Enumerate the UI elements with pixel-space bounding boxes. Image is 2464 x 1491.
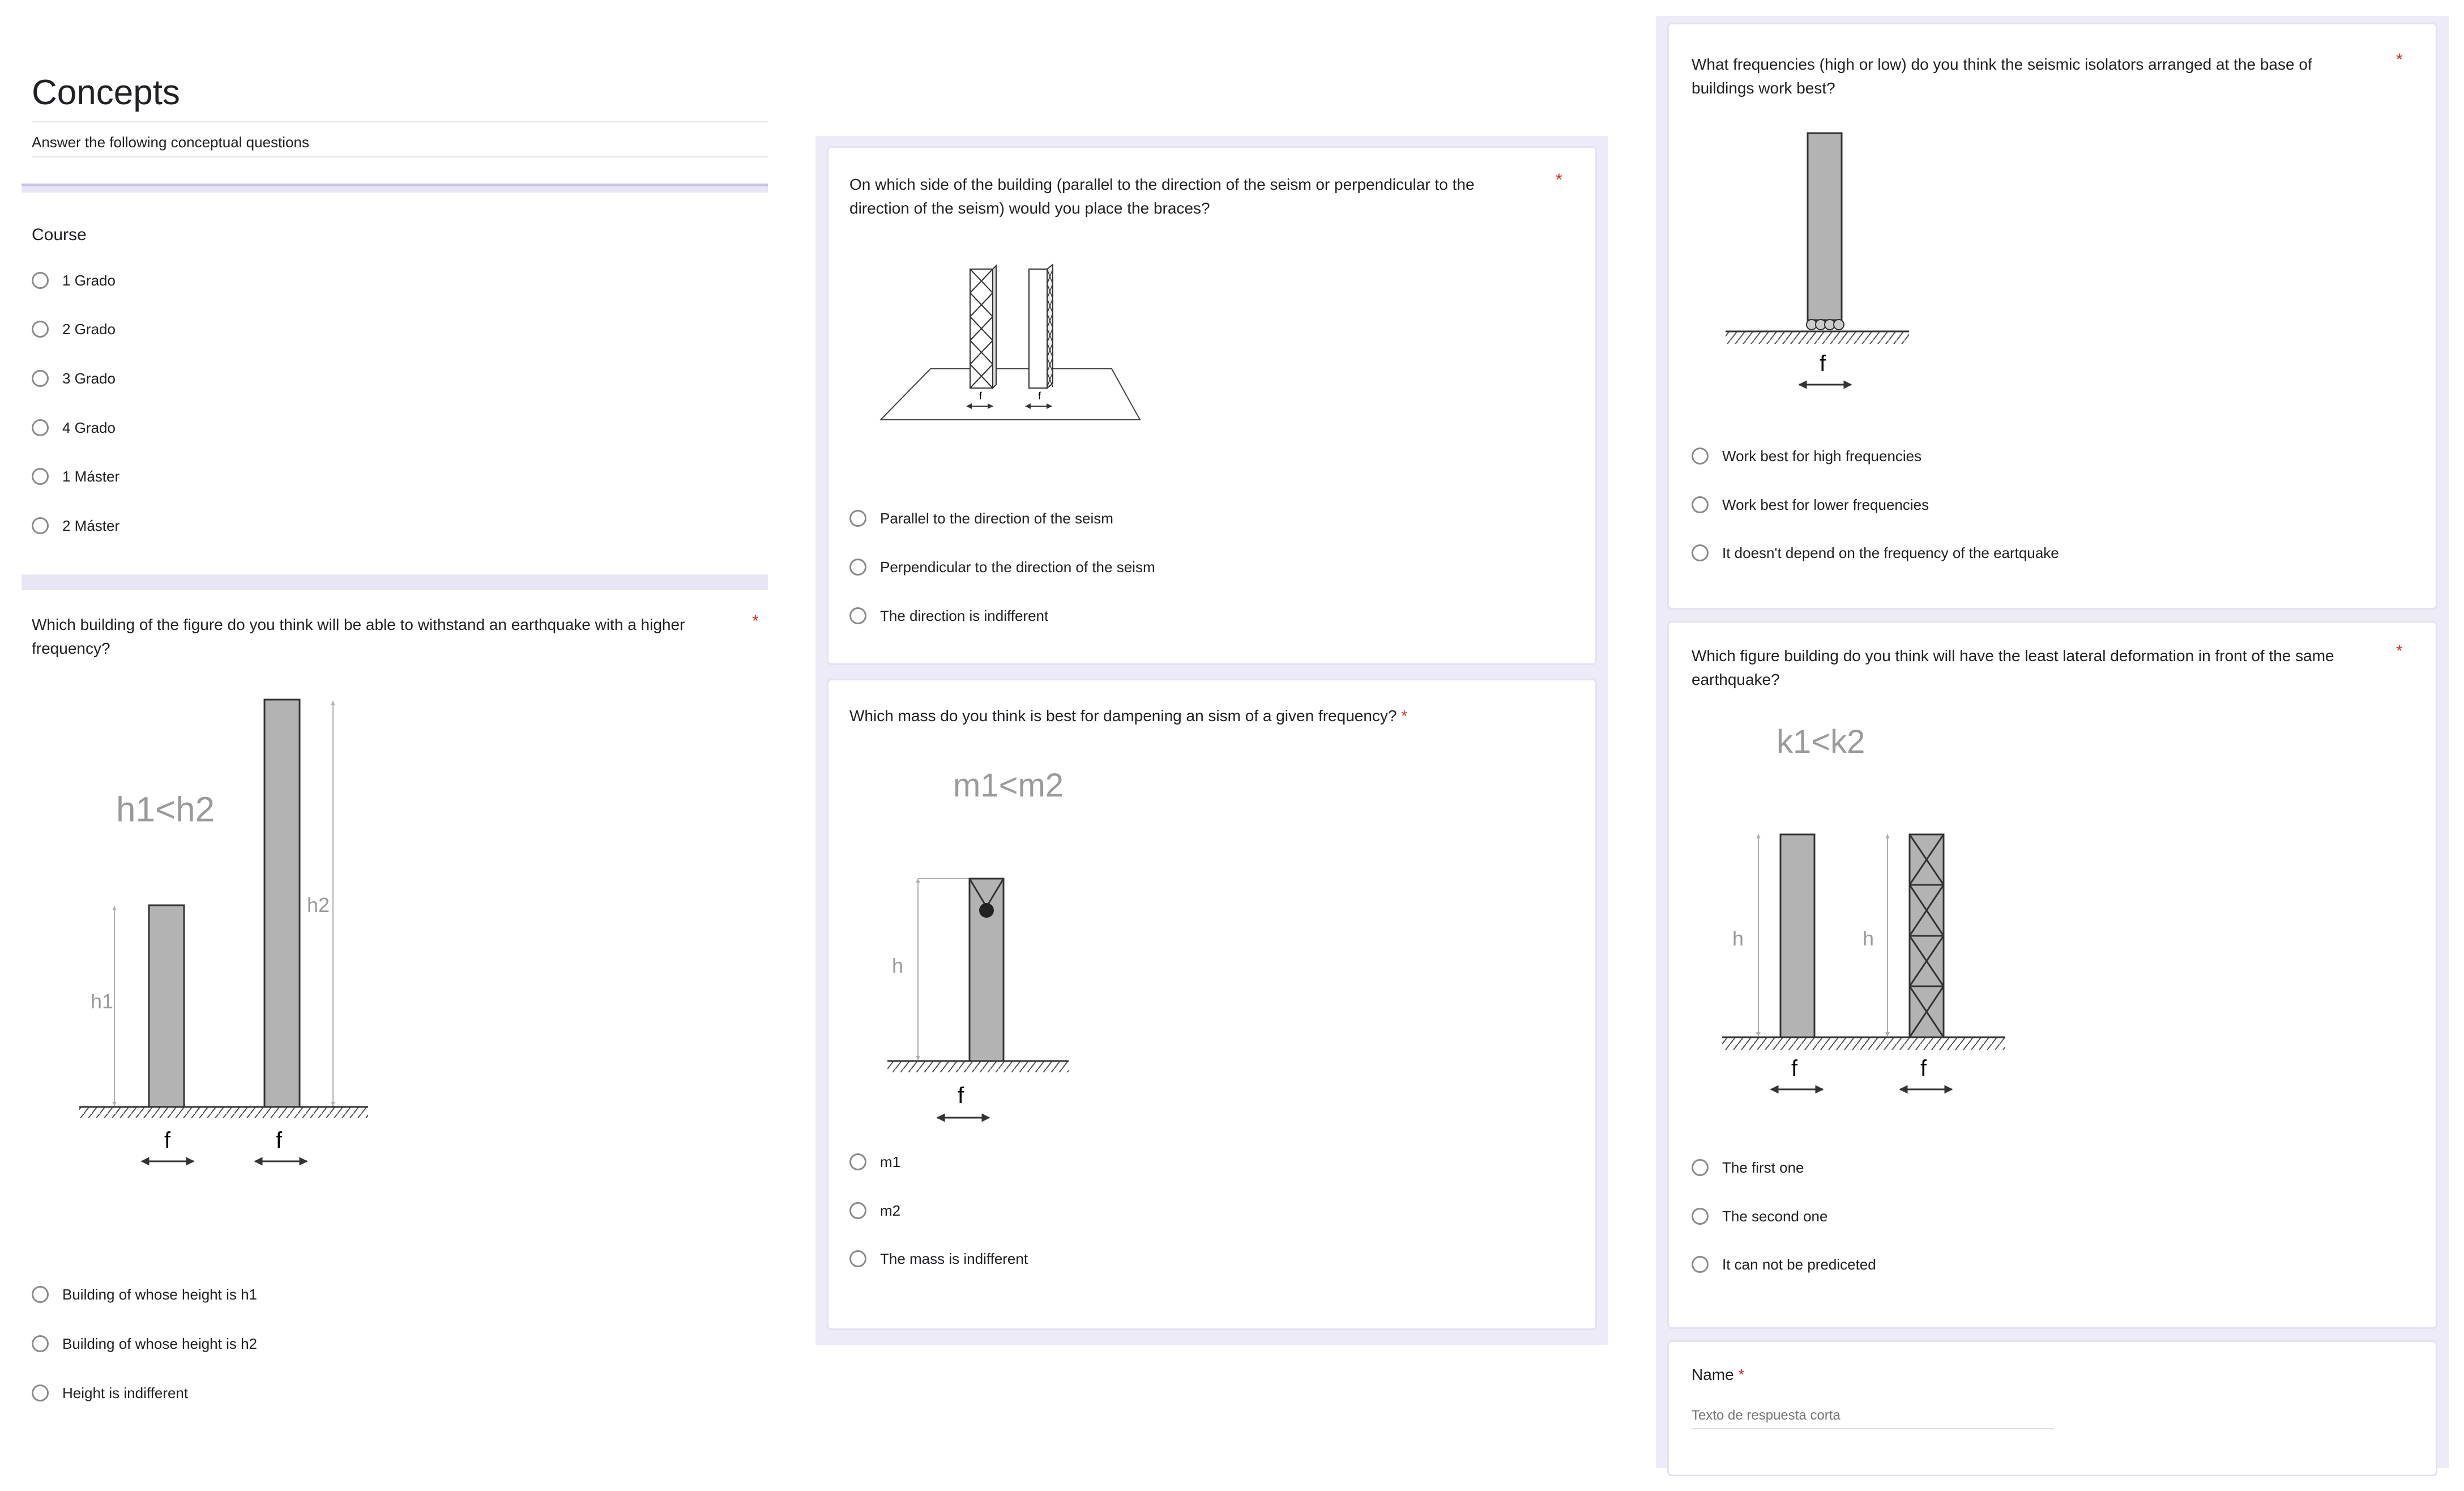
q3-option-m1[interactable]: [849, 1151, 900, 1173]
question-5-text: Which figure building do you think will have the least lateral deformation in front of the same earthquake?: [1692, 647, 2334, 688]
building-unbraced: [1780, 834, 1814, 1037]
option-label: Work best for high frequencies: [1722, 447, 1922, 465]
radio-button[interactable]: [32, 419, 49, 436]
force-label-1: f: [164, 1128, 171, 1153]
option-label: 1 Máster: [62, 467, 120, 485]
radio-button[interactable]: [1692, 1208, 1709, 1225]
q4-option-indifferent[interactable]: [1692, 542, 2059, 564]
q4-option-low[interactable]: [1692, 493, 1929, 516]
required-mark: *: [1556, 171, 1562, 189]
option-label: Parallel to the direction of the seism: [880, 509, 1113, 527]
right-panel: [1656, 16, 2449, 1468]
ground-hatch: [1726, 331, 1909, 344]
course-option-4-grado[interactable]: [32, 416, 116, 439]
q1-option-indifferent[interactable]: [32, 1382, 188, 1404]
height-label-1: h1: [91, 990, 114, 1013]
question-3-force: [930, 1083, 998, 1134]
radio-button[interactable]: [849, 1250, 866, 1267]
radio-button[interactable]: [1692, 544, 1709, 561]
option-label: Work best for lower frequencies: [1722, 496, 1929, 513]
question-2-text: On which side of the building (parallel to the direction of the seism or perpendicular to the direction of the seism) would you place the braces?: [849, 176, 1475, 217]
option-label: Perpendicular to the direction of the seism: [880, 558, 1155, 576]
radio-button[interactable]: [32, 272, 49, 289]
q2-option-parallel[interactable]: [849, 507, 1113, 530]
option-label: 4 Grado: [62, 419, 116, 436]
diagram-comparison-label: m1<m2: [953, 767, 1064, 804]
radio-button[interactable]: [1692, 448, 1709, 465]
radio-button[interactable]: [32, 1385, 49, 1401]
option-label: The first one: [1722, 1158, 1804, 1176]
course-option-3-grado[interactable]: [32, 367, 116, 390]
question-3-card: [827, 679, 1597, 1330]
braced-building-front-side: [993, 266, 996, 388]
radio-button[interactable]: [849, 510, 866, 527]
q2-option-indifferent[interactable]: [849, 604, 1048, 627]
section-divider: [22, 184, 768, 193]
question-1-text: Which building of the figure do you think will be able to withstand an earthquake with a higher frequency?: [32, 616, 685, 657]
question-3-diagram: [879, 743, 1083, 1094]
option-label: m1: [880, 1153, 901, 1170]
height-label: h: [892, 954, 904, 977]
isolator-4: [1834, 320, 1844, 330]
q3-option-indifferent[interactable]: [849, 1247, 1028, 1270]
title-divider: [32, 121, 768, 122]
radio-button[interactable]: [32, 370, 49, 387]
force-label: f: [958, 1083, 964, 1108]
force-label-2: f: [1920, 1056, 1927, 1081]
question-4-diagram: [1714, 126, 1918, 398]
q1-option-h2[interactable]: [32, 1332, 257, 1355]
question-5-card: [1667, 621, 2437, 1329]
option-label: The mass is indifferent: [880, 1250, 1028, 1267]
question-2-diagram: [879, 267, 1146, 437]
radio-button[interactable]: [32, 517, 49, 534]
course-option-1-grado[interactable]: [32, 269, 116, 292]
question-1-diagram: [68, 685, 385, 1178]
radio-button[interactable]: [32, 321, 49, 338]
question-3-text: [849, 704, 1529, 728]
question-3-label: Which mass do you think is best for dampening an sism of a given frequency?: [849, 707, 1397, 725]
name-card: [1667, 1340, 2437, 1476]
braced-building-side: [1029, 269, 1047, 388]
required-mark: *: [1401, 707, 1408, 725]
form-title: Concepts: [32, 73, 180, 112]
height-label-2: h2: [307, 893, 330, 917]
question-4-card: [1667, 23, 2437, 610]
q2-option-perpendicular[interactable]: [849, 556, 1155, 578]
option-label: Height is indifferent: [62, 1384, 189, 1401]
diagram-comparison-label: h1<h2: [116, 790, 215, 829]
required-mark: *: [2396, 642, 2403, 661]
form-description: Answer the following conceptual questions: [32, 134, 309, 151]
building: [1808, 133, 1842, 320]
q5-option-first[interactable]: [1692, 1156, 1804, 1179]
q4-option-high[interactable]: [1692, 445, 1921, 467]
middle-panel: [815, 136, 1608, 1345]
option-label: The second one: [1722, 1207, 1828, 1225]
description-divider: [32, 156, 768, 157]
course-label: Course: [32, 225, 87, 244]
radio-button[interactable]: [849, 607, 866, 624]
radio-button[interactable]: [32, 1286, 49, 1303]
radio-button[interactable]: [1692, 1256, 1709, 1273]
option-label: m2: [880, 1202, 901, 1219]
radio-button[interactable]: [1692, 1159, 1709, 1176]
course-option-2-grado[interactable]: [32, 318, 116, 340]
option-label: The direction is indifferent: [880, 607, 1049, 624]
force-label-1: f: [1791, 1056, 1798, 1081]
required-mark: *: [2396, 50, 2403, 69]
section-divider-2: [22, 574, 768, 590]
radio-button[interactable]: [1692, 496, 1709, 513]
pendulum-mass: [979, 903, 994, 918]
building-tall: [264, 700, 300, 1107]
option-label: It doesn't depend on the frequency of the eartquake: [1722, 544, 2059, 561]
option-label: 2 Grado: [62, 320, 116, 338]
ground-hatch: [1722, 1037, 2005, 1050]
height-label-2: h: [1863, 927, 1874, 950]
radio-button[interactable]: [849, 1202, 866, 1219]
option-label: 3 Grado: [62, 369, 116, 387]
force-label-2: f: [1038, 390, 1041, 402]
name-label: Name: [1692, 1366, 1734, 1383]
option-label: Building of whose height is h1: [62, 1285, 258, 1303]
option-label: 1 Grado: [62, 271, 116, 289]
radio-button[interactable]: [849, 559, 866, 576]
ground-hatch: [79, 1107, 368, 1118]
course-option-2-master[interactable]: [32, 514, 119, 537]
building-short: [149, 905, 184, 1107]
height-label-1: h: [1732, 927, 1744, 950]
radio-button[interactable]: [32, 1335, 49, 1352]
q1-option-h1[interactable]: [32, 1283, 257, 1306]
q5-option-unpredictable[interactable]: [1692, 1253, 1876, 1276]
name-input[interactable]: [1692, 1403, 2054, 1429]
diagram-comparison-label: k1<k2: [1777, 723, 1865, 760]
option-label: 2 Máster: [62, 517, 120, 534]
question-2-card: [827, 146, 1597, 665]
ground-hatch: [887, 1061, 1069, 1072]
question-4-text: What frequencies (high or low) do you think the seismic isolators arranged at the base of buildings work best?: [1692, 56, 2312, 97]
force-label-1: f: [979, 390, 983, 402]
force-label-2: f: [276, 1128, 283, 1153]
name-question: [1692, 1366, 1744, 1384]
q5-option-second[interactable]: [1692, 1205, 1827, 1228]
q3-option-m2[interactable]: [849, 1199, 900, 1222]
question-5-diagram: [1714, 708, 2014, 1115]
left-panel: [0, 0, 776, 1491]
required-mark: *: [1738, 1366, 1745, 1383]
required-mark: *: [752, 612, 759, 631]
option-label: It can not be prediceted: [1722, 1255, 1876, 1273]
option-label: Building of whose height is h2: [62, 1335, 258, 1352]
force-label: f: [1820, 351, 1826, 376]
course-option-1-master[interactable]: [32, 465, 119, 488]
radio-button[interactable]: [849, 1153, 866, 1170]
base-plate: [881, 369, 1140, 420]
radio-button[interactable]: [32, 468, 49, 485]
